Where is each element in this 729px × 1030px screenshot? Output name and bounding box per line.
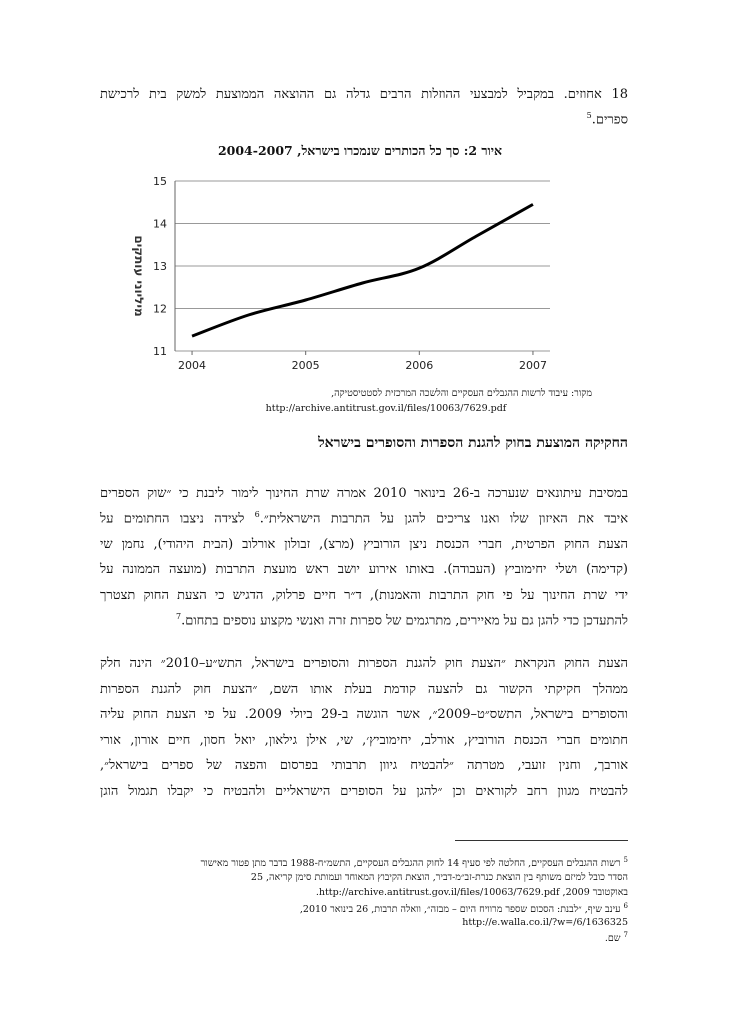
chart-series	[192, 204, 533, 336]
paragraph-1-line-2	[100, 510, 628, 526]
paragraph-2-line-4: חתומים חברי הכנסת הורוביץ, אורלב, יחימוביץ׳, שי, אילן גילאון, יואל חסון, חיים אורון, אורי	[100, 733, 628, 748]
paragraph-1-line-3: הצעת החוק הפרטית, חברי הכנסת ניצן הורוביץ (מרצ), זבולון אורלוב (הבית היהודי), נחמן שי	[100, 537, 628, 552]
paragraph-2-line-3: והסופרים בישראל, התשס״ט–2009״, אשר הוגשה ב-29 ביולי 2009. על פי הצעת החוק עליה	[100, 707, 628, 722]
footnote-6-text: עינב שיף, ״לבנת: הסכום שספר מרוויח היום – מבזה״, וואלה תרבות, 26 בינואר 2010,	[299, 904, 621, 916]
figure-caption: איור 2: סך כל הכותרים שנמכרו בישראל, 2004-2007	[217, 143, 503, 158]
paragraph-1-line-1: במסיבת עיתונאים שנערכה ב-26 בינואר 2010 אמרה שרת החינוך לימור ליבנת כי ״שוק הספרים	[100, 486, 628, 501]
paragraph-1-line-2a: איבד את האיזון שלו ואנו צריכים להגן על התרבות הישראלית״.	[259, 511, 628, 527]
footnote-6-line-1	[100, 902, 628, 915]
x-tick-label: 2007	[518, 359, 547, 372]
figure-source-url[interactable]: http://archive.antitrust.gov.il/files/10063/7629.pdf	[265, 403, 507, 414]
footnote-7	[100, 931, 628, 944]
y-tick-label: 11	[153, 345, 167, 358]
footnote-5-text-1: רשות ההגבלים העסקיים, החלטה לפי סעיף 14 לחוק ההגבלים העסקיים, התשמ״ח-1988 בדבר מתן פטור מאישור	[200, 858, 621, 870]
footnote-5-date: באוקטובר 2009,	[562, 887, 628, 898]
paragraph-1-line-5: ידי שרת החינוך על פי חוק התרבות והאמנות), ד״ר חיים פרלוק, הדגיש כי הצעת החוק תצטרך	[100, 588, 628, 603]
footnote-5-line-2: הסדר כובל למיזם משותף בין הוצאת כנרת-זב״מ-דביר, הוצאת הקיבוץ המאוחד ועמותת סימן קריאה, 25	[250, 872, 628, 883]
x-tick-label: 2004	[178, 359, 207, 372]
footnote-ref-7[interactable]: 7	[176, 612, 182, 621]
chart-x-ticks	[178, 351, 547, 372]
x-tick-label: 2005	[291, 359, 320, 372]
footnote-separator	[455, 840, 628, 841]
chart-y-ticks	[153, 176, 167, 358]
footnote-6-number: 6	[623, 902, 628, 910]
footnote-7-text: שם.	[604, 933, 621, 945]
section-heading: החקיקה המוצעת בחוק להגנת הספרות והסופרים בישראל	[318, 435, 628, 451]
footnote-7-number: 7	[623, 931, 628, 939]
y-tick-label: 14	[153, 217, 167, 231]
series-line-0	[192, 204, 533, 336]
chart-grid	[175, 181, 550, 351]
footnote-5-url[interactable]: http://archive.antitrust.gov.il/files/10063/7629.pdf	[318, 887, 560, 898]
x-tick-label: 2006	[405, 359, 434, 372]
paragraph-1-line-6	[100, 612, 628, 628]
figure-source: מקור: עיבוד לרשות ההגבלים העסקיים והלשכה המרכזית לסטטיסטיקה,	[331, 388, 592, 399]
paragraph-2-line-5: אורבך, וחנין זועבי, מטרתה ״להבטיח גיוון תרבותי בפרסום והפצה של ספרים בישראל״,	[100, 758, 628, 773]
intro-line-1: 18 אחוזים. במקביל למבצעי ההוזלות הרבים גדלה גם ההוצאה הממוצעת למשק בית לרכישת	[100, 87, 628, 102]
y-tick-label: 13	[153, 260, 167, 273]
paragraph-2-line-6: להבטיח מגוון רחב לקוראים וכן ״להגן על הסופרים הישראליים ולהבטיח כי יקבלו תגמול הוגן	[100, 784, 628, 799]
y-tick-label: 15	[153, 176, 167, 188]
footnote-6-line-2	[100, 917, 628, 928]
footnote-5-number: 5	[623, 856, 628, 864]
intro-line-2	[100, 111, 628, 127]
paragraph-1-line-6-text: להתעדכן כדי להגן גם על מאיירים, מתרגמים של ספרות זרה ואנשי מקצוע נוספים בתחום.	[181, 613, 628, 629]
paragraph-2-line-1: הצעת החוק הנקראת ״הצעת חוק להגנת הספרות והסופרים בישראל, התש״ע–2010״ הינה חלק	[100, 656, 628, 671]
intro-line-2-text: ספרים.	[591, 112, 628, 128]
line-chart	[110, 176, 580, 376]
footnote-ref-5[interactable]: 5	[586, 111, 592, 120]
footnote-5-end: .	[315, 887, 319, 898]
paragraph-1-line-2b: לצידה ניצבו החתומים על	[100, 511, 245, 527]
footnote-5-line-3	[100, 887, 628, 898]
paragraph-2-line-2: ממהלך חקיקתי הקשור גם להצעה קודמת בעלת אותו השם, ״הצעת חוק להגנת הספרות	[100, 682, 628, 697]
footnote-6-url[interactable]: http://e.walla.co.il/?w=/6/1636325	[462, 917, 628, 928]
chart-y-axis-label: מיליוני עותקים	[132, 235, 146, 317]
y-tick-label: 12	[153, 302, 167, 316]
footnote-ref-6[interactable]: 6	[254, 510, 260, 519]
paragraph-1-line-4: (קדימה) ושלי יחימוביץ (העבודה). באותו אירוע יושב ראש מועצת התרבות (מועצה הממונה על	[100, 562, 628, 577]
footnote-5-line-1	[100, 856, 628, 869]
